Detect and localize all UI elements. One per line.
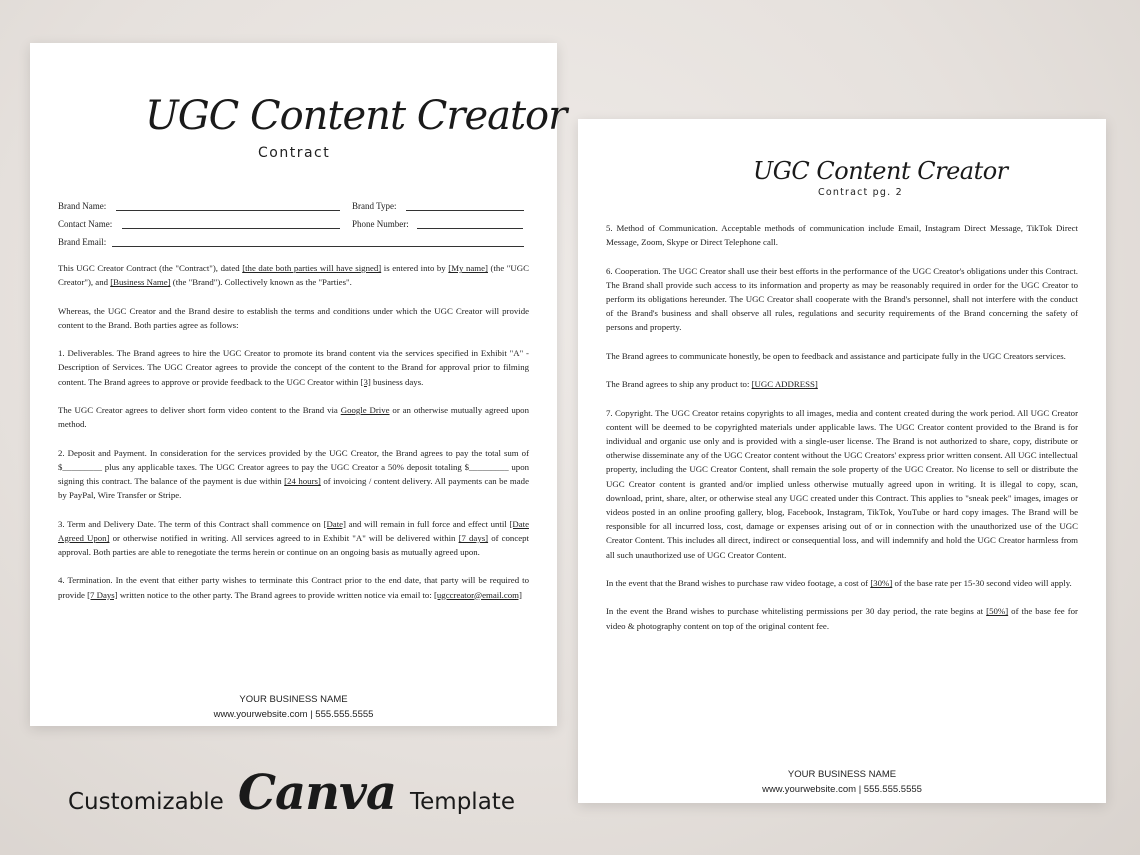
page2-body [606,221,1078,647]
agreed-date-placeholder[interactable]: [Date Agreed Upon] [58,518,529,543]
brand-type-label: Brand Type: [352,201,397,211]
brand-name-field [58,201,340,211]
start-date-placeholder[interactable]: [Date] [323,518,346,529]
contact-name-line[interactable] [122,219,340,229]
business-placeholder[interactable]: [Business Name] [110,277,171,288]
hours-placeholder[interactable]: [24 hours] [284,475,321,486]
shipping-paragraph: The Brand agrees to ship any product to: [UGC ADDRESS] [606,379,818,390]
phone-number-label: Phone Number: [352,219,409,229]
brand-type-line[interactable] [406,201,524,211]
honesty-paragraph: The Brand agrees to communicate honestly, be open to feedback and assistance and participate fully in the UGC Creators services. [606,350,1066,361]
whitelisting-paragraph: In the event the Brand wishes to purchase whitelisting permissions per 30 day period, the rate begins at [50%] of the base fee for video & photography content on top of the original content fee. [606,606,1078,631]
page1-script-title: UGC Content Creator [145,93,567,139]
promo-customizable: Customizable [68,789,224,815]
contact-name-label: Contact Name: [58,219,113,229]
whitelist-percent-placeholder[interactable]: [50%] [986,606,1009,617]
name-placeholder[interactable]: [My name] [448,263,488,273]
promo-template: Template [410,789,515,815]
notice-days-placeholder[interactable]: [7 Days] [87,589,118,600]
brand-type-field [352,201,524,211]
delivery-method-paragraph: The UGC Creator agrees to deliver short form video content to the Brand via Google Drive or an otherwise mutually agreed upon method. [58,404,529,430]
page1-subtitle: Contract [258,145,331,161]
contract-page-2 [578,119,1106,803]
delivery-days-placeholder[interactable]: [7 days] [458,532,489,543]
business-contact: www.yourwebsite.com | 555.555.5555 [762,784,922,795]
page2-subtitle: Contract pg. 2 [818,187,903,198]
canva-logo: Canva [237,765,397,821]
phone-number-field [352,219,523,229]
brand-name-line[interactable] [116,201,340,211]
business-name: YOUR BUSINESS NAME [239,694,348,705]
page1-footer [30,692,557,722]
contact-name-field [58,219,340,229]
phone-number-line[interactable] [417,219,523,229]
communication-paragraph: 5. Method of Communication. Acceptable methods of communication include Email, Instagram Direct Message, TikTok Direct Message, Zoom, Skype or Direct Telephone call. [606,223,1078,248]
brand-email-field [58,237,524,247]
email-placeholder[interactable]: [ugccreator@email.com] [433,589,522,600]
days-placeholder[interactable]: [3] [360,376,371,387]
google-drive-link[interactable]: Google Drive [340,404,390,415]
contract-page-1 [30,43,567,726]
deliverables-paragraph: 1. Deliverables. The Brand agrees to hire the UGC Creator to promote its brand content via the services specified in Exhibit "A" - Description of Services. The UGC Creator agrees to provide the concept of the content to the Brand for approval prior to filming content. The Brand agrees to approve or provide feedback to the UGC Creator within [3] business days. [58,348,529,387]
business-contact: www.yourwebsite.com | 555.555.5555 [213,709,374,720]
copyright-paragraph: 7. Copyright. The UGC Creator retains copyrights to all images, media and content created during the work period. All UGC Creator content will be deemed to be copyrighted materials under applicable laws. The UGC Creator content provided to the Brand is for individual and organic use only and is provided with a single-user license. The Brand is not authorized to share, copy, distribute or otherwise disseminate any of the UGC Creator content without the UGC Creators' express prior written consent. All UGC intellectual property, including the UGC Creator Content, shall remain the sole property of the UGC Creator. No license to sell or distribute the UGC Creator content is granted and/or implied unless otherwise mutually agreed upon in writing. It is illegal to copy, scan, download, print, share, alter, or otherwise steal any UGC created under this Contract. This applies to "sneak peek" images, images or videos posted in an online proofing gallery, blog, Facebook, Instagram, TikTok, YouTube or hard copy images. The Brand will be responsible for all incurred loss, cost, damage or expenses arising out of or in connection with the unauthorized use of the UGC Creator Content. This includes all direct, indirect or consequential loss, and will indemnify and hold the UGC Creator harmless from all such unauthorized use of UGC Creator Content. [606,407,1078,560]
brand-email-label: Brand Email: [58,237,107,247]
page2-script-title: UGC Content Creator [753,157,1008,185]
raw-footage-paragraph: In the event that the Brand wishes to purchase raw video footage, a cost of [30%] of the base rate per 15-30 second video will apply. [606,578,1072,588]
deposit-paragraph: 2. Deposit and Payment. In consideration for the services provided by the UGC Creator, the Brand agrees to pay the total sum of $_________ plus any applicable taxes. The UGC Creator agrees to pay the UGC Creator a 50% deposit totaling $_________ upon signing this contract. The balance of the payment is due within [24 hours] of invoicing / content delivery. All payments can be made by PayPal, Wire Transfer or Stripe. [58,447,529,501]
address-placeholder[interactable]: [UGC ADDRESS] [751,379,818,390]
date-placeholder[interactable]: [the date both parties will have signed] [242,263,382,273]
brand-name-label: Brand Name: [58,201,107,211]
brand-email-line[interactable] [112,237,524,247]
termination-paragraph: 4. Termination. In the event that either party wishes to terminate this Contract prior to the end date, that party will be required to provide [7 Days] written notice to the other party. The Brand agrees to provide written notice via email to: [ugccreator@email.com] [58,575,529,600]
page2-footer [578,767,1106,797]
whereas-paragraph: Whereas, the UGC Creator and the Brand desire to establish the terms and conditions under which the UGC Creator will provide content to the Brand. Both parties agree as follows: [58,305,529,330]
promo-banner [68,765,515,821]
term-paragraph: 3. Term and Delivery Date. The term of this Contract shall commence on [Date] and will remain in full force and effect until [Date Agreed Upon] or otherwise notified in writing. All services agreed to in Exhibit "A" will be delivered within [7 days] of concept approval. Both parties are able to renegotiate the terms herein or continue on an ongoing basis as mutually agreed upon. [58,518,529,557]
cooperation-paragraph: 6. Cooperation. The UGC Creator shall use their best efforts in the performance of the UGC Creator's obligations under this Contract. The Brand shall provide such access to its information and property as may be reasonably required in order for the UGC Creator to perform its obligations hereunder. The UGC Creator shall cooperate with the Brand's personnel, shall not interfere with the conduct of the Brand's business and shall observe all rules, regulations and security requirements of the Brand concerning the safety of persons and property. [606,265,1078,333]
business-name: YOUR BUSINESS NAME [787,769,897,780]
raw-percent-placeholder[interactable]: [30%] [870,578,893,588]
page1-body [58,261,529,616]
intro-paragraph: This UGC Creator Contract (the "Contract"), dated [the date both parties will have signed] is entered into by [My name] (the "UGC Creator"), and [Business Name] (the "Brand"). Collectively known as the "Parties". [58,263,529,288]
